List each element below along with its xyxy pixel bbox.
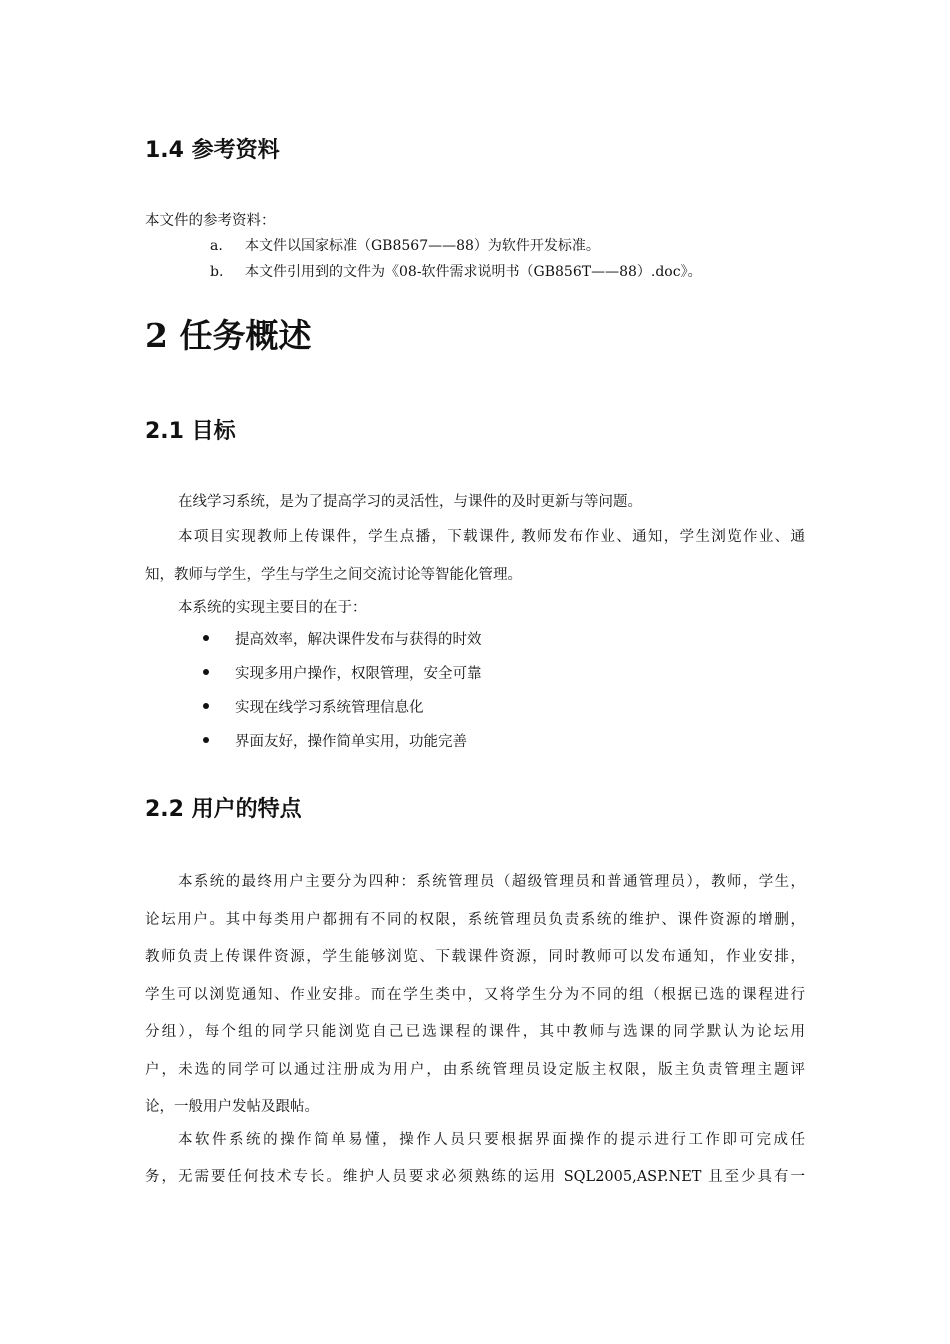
reference-item-b [210, 262, 702, 282]
section-2-1-heading: 2.1 目标 [145, 419, 236, 444]
operation-paragraph-line: 务，无需要任何技术专长。维护人员要求必须熟练的运用 SQL2005,ASP.NET 且至少具有一 [145, 1169, 805, 1185]
reference-item-a [210, 236, 600, 256]
operation-paragraph-line: 本软件系统的操作简单易懂，操作人员只要根据界面操作的提示进行工作即可完成任 [178, 1132, 805, 1148]
goal-paragraph-3: 本系统的实现主要目的在于： [178, 600, 367, 616]
goal-paragraph-1: 在线学习系统，是为了提高学习的灵活性，与课件的及时更新与等问题。 [178, 494, 642, 510]
goal-bullet-item: 提高效率，解决课件发布与获得的时效 [203, 630, 482, 650]
references-intro: 本文件的参考资料： [145, 213, 276, 229]
goal-bullet-item: 实现在线学习系统管理信息化 [203, 698, 424, 718]
section-2-2-heading: 2.2 用户的特点 [145, 797, 302, 822]
users-paragraph-line: 学生可以浏览通知、作业安排。而在学生类中，又将学生分为不同的组（根据已选的课程进行 [145, 987, 805, 1003]
chapter-2-heading: 2 任务概述 [145, 316, 312, 355]
reference-text: 本文件引用到的文件为《08-软件需求说明书（GB856T——88）.doc》。 [245, 264, 702, 280]
goal-bullet-item: 实现多用户操作，权限管理，安全可靠 [203, 664, 482, 684]
reference-marker: a. [210, 238, 223, 254]
users-paragraph-line: 论，一般用户发帖及跟帖。 [145, 1099, 319, 1115]
section-1-4-heading: 1.4 参考资料 [145, 138, 280, 163]
users-paragraph-line: 论坛用户。其中每类用户都拥有不同的权限，系统管理员负责系统的维护、课件资源的增删， [145, 912, 805, 928]
reference-marker: b. [210, 264, 224, 280]
goal-paragraph-2-line-1: 本项目实现教师上传课件，学生点播，下载课件, 教师发布作业、通知，学生浏览作业、通 [178, 529, 805, 545]
goal-paragraph-2-line-2: 知，教师与学生，学生与学生之间交流讨论等智能化管理。 [145, 567, 522, 583]
users-paragraph-line: 分组），每个组的同学只能浏览自己已选课程的课件，其中教师与选课的同学默认为论坛用 [145, 1024, 805, 1040]
users-paragraph-line: 教师负责上传课件资源，学生能够浏览、下载课件资源，同时教师可以发布通知，作业安排， [145, 949, 805, 965]
goal-bullet-item: 界面友好，操作简单实用，功能完善 [203, 732, 467, 752]
bullet-icon [203, 737, 209, 743]
users-paragraph-line: 户，未选的同学可以通过注册成为用户，由系统管理员设定版主权限，版主负责管理主题评 [145, 1062, 805, 1078]
bullet-icon [203, 635, 209, 641]
bullet-icon [203, 669, 209, 675]
users-paragraph-line: 本系统的最终用户主要分为四种：系统管理员（超级管理员和普通管理员），教师，学生， [178, 874, 805, 890]
reference-text: 本文件以国家标准（GB8567——88）为软件开发标准。 [245, 238, 600, 254]
bullet-icon [203, 703, 209, 709]
